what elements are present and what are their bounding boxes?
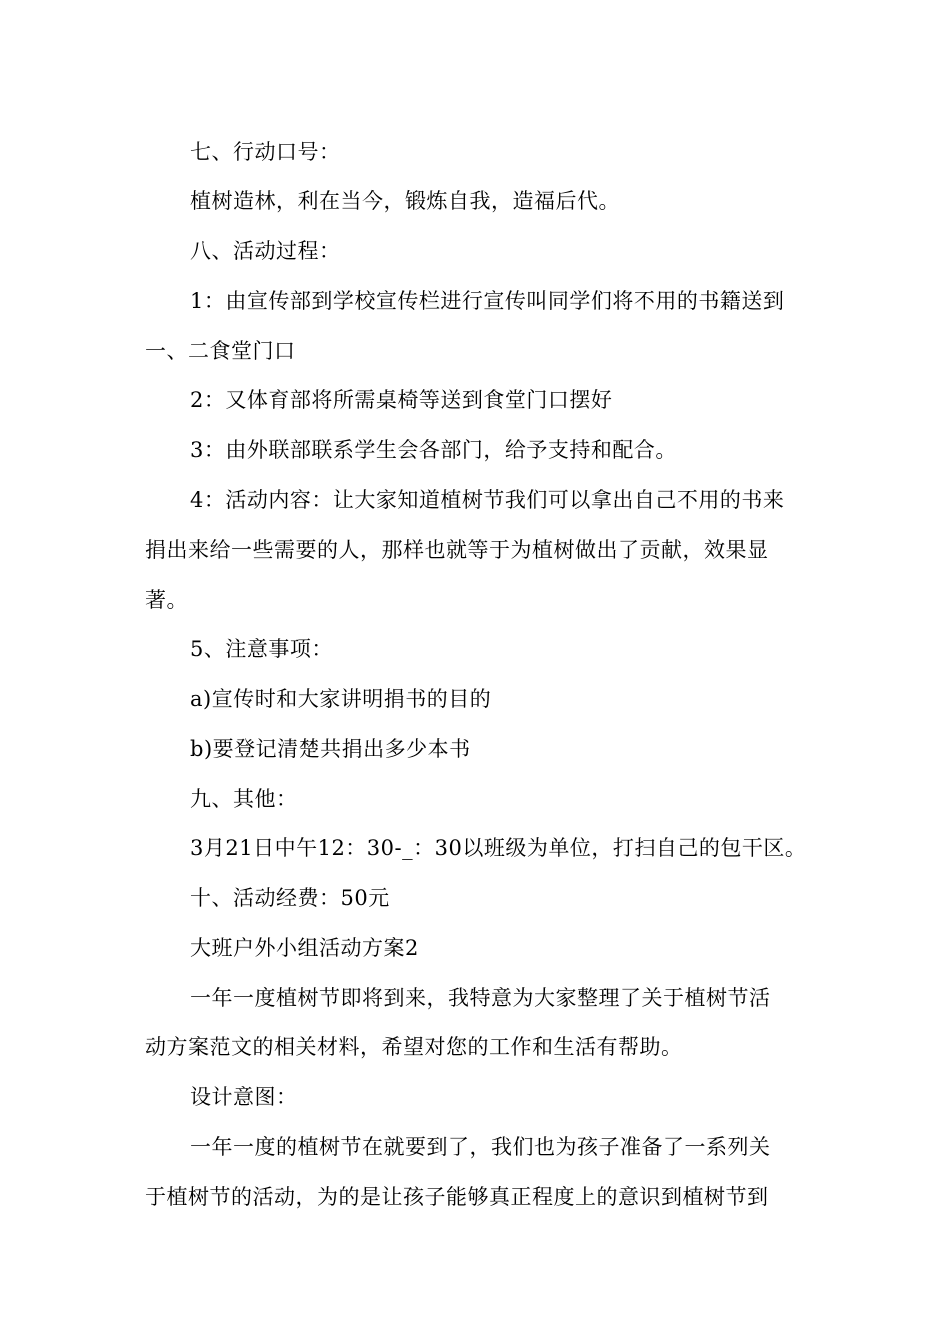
paragraph-step-1: 1：由宣传部到学校宣传栏进行宣传叫同学们将不用的书籍送到 <box>190 289 785 313</box>
paragraph-design-intent-cont: 于植树节的活动，为的是让孩子能够真正程度上的意识到植树节到 <box>145 1185 769 1209</box>
paragraph-step-3: 3：由外联部联系学生会各部门，给予支持和配合。 <box>190 438 677 462</box>
paragraph-step-1-cont: 一、二食堂门口 <box>145 339 296 363</box>
paragraph-design-intent: 一年一度的植树节在就要到了，我们也为孩子准备了一系列关 <box>190 1135 771 1159</box>
paragraph-step-4-cont-2: 著。 <box>145 588 188 612</box>
heading-activity-budget: 十、活动经费：50元 <box>190 886 390 910</box>
heading-notes: 5、注意事项： <box>190 637 333 661</box>
heading-action-slogan: 七、行动口号： <box>190 140 341 164</box>
paragraph-slogan-text: 植树造林，利在当今，锻炼自我，造福后代。 <box>190 189 620 213</box>
paragraph-step-2: 2：又体育部将所需桌椅等送到食堂门口摆好 <box>190 388 613 412</box>
heading-other: 九、其他： <box>190 787 298 811</box>
paragraph-step-4: 4：活动内容：让大家知道植树节我们可以拿出自己不用的书来 <box>190 488 785 512</box>
paragraph-note-a: a)宣传时和大家讲明捐书的目的 <box>190 687 492 711</box>
paragraph-step-4-cont-1: 捐出来给一些需要的人，那样也就等于为植树做出了贡献，效果显 <box>145 538 769 562</box>
paragraph-note-b: b)要登记清楚共捐出多少本书 <box>190 737 471 761</box>
heading-plan-2-title: 大班户外小组活动方案2 <box>190 936 419 960</box>
paragraph-other-text: 3月21日中午12：30-_：30以班级为单位，打扫自己的包干区。 <box>190 836 807 860</box>
heading-activity-process: 八、活动过程： <box>190 239 341 263</box>
paragraph-intro: 一年一度植树节即将到来，我特意为大家整理了关于植树节活 <box>190 986 771 1010</box>
paragraph-intro-cont: 动方案范文的相关材料，希望对您的工作和生活有帮助。 <box>145 1035 683 1059</box>
heading-design-intent: 设计意图： <box>190 1085 298 1109</box>
